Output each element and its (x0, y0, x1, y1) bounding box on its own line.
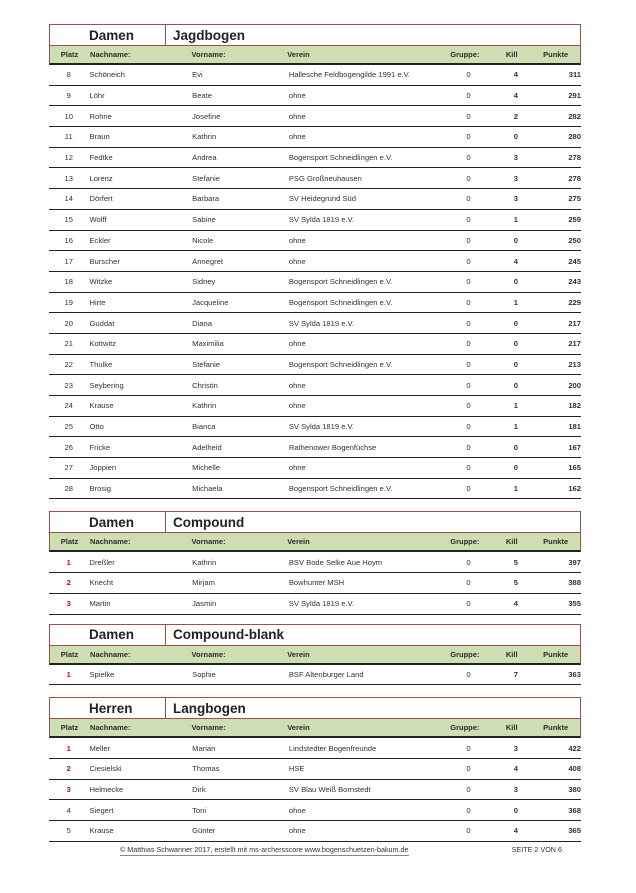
results-page (49, 24, 581, 842)
column-header-vorname: Vorname: (191, 50, 226, 59)
cell-nachname: Löhr (89, 91, 105, 101)
cell-verein: ohne (288, 132, 306, 142)
cell-kill: 1 (513, 401, 518, 411)
column-header-gruppe: Gruppe: (450, 537, 480, 547)
cell-nachname: Knecht (89, 578, 114, 588)
cell-vorname: Christin (192, 380, 218, 390)
cell-nachname: Hirte (89, 297, 106, 307)
cell-nachname: Guddat (89, 318, 115, 328)
cell-punkte: 200 (568, 380, 581, 390)
cell-verein: Rathenower Bogenfüchse (288, 442, 377, 452)
cell-verein: ohne (288, 805, 306, 815)
cell-platz: 1 (66, 669, 71, 679)
cell-verein: ohne (288, 235, 306, 245)
cell-platz: 15 (64, 215, 73, 225)
table-header-row (49, 718, 581, 738)
section-gender: Damen (50, 25, 166, 45)
cell-punkte: 278 (568, 173, 581, 183)
footer-page-number: SEITE 2 VON 6 (511, 845, 562, 854)
cell-kill: 3 (513, 173, 518, 183)
cell-vorname: Stefanie (192, 173, 220, 183)
cell-platz: 16 (64, 235, 73, 245)
cell-kill: 4 (513, 91, 518, 101)
cell-gruppe: 0 (466, 70, 471, 80)
cell-nachname: Lorenz (89, 173, 113, 183)
cell-punkte: 229 (568, 297, 581, 307)
cell-gruppe: 0 (466, 484, 471, 494)
cell-nachname: Rohne (89, 111, 112, 121)
column-header-nachname: Nachname: (90, 50, 131, 59)
cell-nachname: Helmecke (89, 784, 124, 794)
cell-vorname: Mirjam (192, 578, 215, 588)
cell-vorname: Kathrin (192, 401, 217, 411)
column-header-vorname: Vorname: (191, 649, 226, 659)
section-title-box (49, 697, 581, 718)
cell-nachname: Fedtke (89, 153, 113, 163)
cell-vorname: Barbara (192, 194, 220, 204)
cell-gruppe: 0 (466, 826, 471, 836)
cell-gruppe: 0 (466, 339, 471, 349)
cell-gruppe: 0 (466, 132, 471, 142)
table-row (49, 738, 581, 759)
cell-platz: 20 (64, 318, 73, 328)
column-header-verein: Verein (287, 649, 310, 659)
cell-verein: Bowhunter MSH (288, 578, 345, 588)
column-header-platz: Platz (60, 723, 79, 733)
section-category: Langbogen (173, 700, 246, 716)
cell-vorname: Evi (192, 70, 203, 80)
cell-nachname: Dreßler (89, 557, 115, 567)
cell-kill: 0 (513, 805, 518, 815)
results-section-jagdbogen (49, 24, 581, 499)
column-header-gruppe: Gruppe: (450, 723, 480, 733)
cell-gruppe: 0 (466, 743, 471, 753)
cell-kill: 2 (513, 111, 518, 121)
cell-platz: 12 (64, 153, 73, 163)
cell-vorname: Stefanie (192, 359, 220, 369)
cell-punkte: 182 (568, 401, 581, 411)
column-header-punkte: Punkte (543, 50, 569, 59)
table-row (49, 800, 581, 821)
cell-platz: 23 (64, 380, 73, 390)
cell-punkte: 165 (568, 463, 581, 473)
cell-nachname: Eckler (89, 235, 111, 245)
cell-punkte: 397 (568, 557, 581, 567)
cell-verein: SV Blau Weiß Bornstedt (288, 784, 371, 794)
cell-platz: 27 (64, 463, 73, 473)
section-gender: Damen (50, 625, 166, 645)
cell-platz: 17 (64, 256, 73, 266)
cell-punkte: 259 (568, 215, 581, 225)
column-header-nachname: Nachname: (90, 723, 131, 733)
cell-gruppe: 0 (466, 599, 471, 609)
cell-platz: 2 (66, 764, 71, 774)
cell-gruppe: 0 (466, 91, 471, 101)
section-gender: Herren (50, 698, 166, 718)
cell-verein: Hallesche Feldbogengilde 1991 e.V. (288, 70, 411, 80)
cell-verein: Bogensport Schneidlingen e.V. (288, 484, 393, 494)
cell-kill: 4 (513, 764, 518, 774)
cell-kill: 5 (513, 578, 518, 588)
cell-nachname: Fricke (89, 442, 111, 452)
cell-nachname: Kottwitz (89, 339, 117, 349)
cell-vorname: Nicole (192, 235, 214, 245)
cell-gruppe: 0 (466, 557, 471, 567)
page-footer (120, 845, 590, 856)
column-header-verein: Verein (287, 723, 310, 733)
cell-platz: 4 (66, 805, 71, 815)
cell-vorname: Josefine (192, 111, 221, 121)
cell-gruppe: 0 (466, 401, 471, 411)
cell-verein: SV Sylda 1819 e.V. (288, 318, 355, 328)
cell-gruppe: 0 (466, 784, 471, 794)
cell-nachname: Dörfert (89, 194, 113, 204)
cell-nachname: Burscher (89, 256, 120, 266)
table-row (49, 479, 581, 500)
section-spacer (49, 685, 581, 697)
table-row (49, 251, 581, 272)
cell-platz: 2 (66, 578, 71, 588)
section-title-box (49, 511, 581, 532)
cell-nachname: Schöneich (89, 70, 125, 80)
section-category: Compound (173, 514, 245, 530)
cell-verein: HSE (288, 764, 305, 774)
cell-platz: 13 (64, 173, 73, 183)
cell-verein: ohne (288, 111, 306, 121)
cell-punkte: 167 (568, 442, 581, 452)
cell-nachname: Joppien (89, 463, 117, 473)
cell-kill: 4 (513, 70, 518, 80)
table-row (49, 573, 581, 594)
column-header-verein: Verein (287, 537, 310, 547)
cell-punkte: 181 (568, 422, 581, 432)
table-row (49, 780, 581, 801)
cell-gruppe: 0 (466, 318, 471, 328)
cell-punkte: 422 (568, 743, 581, 753)
table-row (49, 313, 581, 334)
cell-kill: 1 (513, 297, 518, 307)
column-header-punkte: Punkte (543, 537, 569, 547)
cell-nachname: Spielke (89, 669, 115, 679)
cell-vorname: Kathrin (192, 557, 217, 567)
results-section-langbogen (49, 697, 581, 841)
cell-verein: ohne (288, 380, 306, 390)
cell-verein: BSV Bode Selke Aue Hoym (288, 557, 383, 567)
table-row (49, 168, 581, 189)
cell-verein: SV Sylda 1819 e.V. (288, 599, 355, 609)
cell-gruppe: 0 (466, 805, 471, 815)
cell-kill: 0 (513, 277, 518, 287)
cell-verein: ohne (288, 91, 306, 101)
table-header-row (49, 532, 581, 552)
section-spacer (49, 615, 581, 624)
table-row (49, 759, 581, 780)
table-row (49, 86, 581, 107)
cell-punkte: 245 (568, 256, 581, 266)
cell-vorname: Kathrin (192, 132, 217, 142)
cell-verein: ohne (288, 339, 306, 349)
cell-kill: 0 (513, 442, 518, 452)
cell-gruppe: 0 (466, 442, 471, 452)
cell-gruppe: 0 (466, 277, 471, 287)
cell-vorname: Michaela (192, 484, 223, 494)
results-section-compound-blank (49, 624, 581, 686)
cell-kill: 4 (513, 599, 518, 609)
cell-gruppe: 0 (466, 380, 471, 390)
cell-gruppe: 0 (466, 359, 471, 369)
cell-vorname: Michelle (192, 463, 220, 473)
cell-vorname: Thomas (192, 764, 220, 774)
cell-kill: 5 (513, 557, 518, 567)
cell-platz: 18 (64, 277, 73, 287)
section-category: Compound-blank (173, 627, 284, 642)
cell-platz: 5 (66, 826, 71, 836)
table-row (49, 293, 581, 314)
cell-platz: 19 (64, 297, 73, 307)
cell-punkte: 217 (568, 318, 581, 328)
cell-nachname: Brosig (89, 484, 112, 494)
cell-punkte: 408 (568, 764, 581, 774)
table-row (49, 375, 581, 396)
cell-nachname: Meller (89, 743, 111, 753)
results-section-compound (49, 511, 581, 614)
cell-punkte: 311 (568, 70, 581, 80)
column-header-platz: Platz (60, 649, 79, 659)
cell-punkte: 380 (568, 784, 581, 794)
column-header-kill: Kill (505, 723, 518, 733)
cell-gruppe: 0 (466, 463, 471, 473)
cell-gruppe: 0 (466, 173, 471, 183)
cell-vorname: Annegret (192, 256, 223, 266)
cell-kill: 1 (513, 484, 518, 494)
cell-gruppe: 0 (466, 111, 471, 121)
cell-platz: 24 (64, 401, 73, 411)
cell-vorname: Maximilia (192, 339, 224, 349)
table-row (49, 417, 581, 438)
table-header-row (49, 45, 581, 65)
cell-gruppe: 0 (466, 256, 471, 266)
cell-kill: 3 (513, 194, 518, 204)
table-row (49, 821, 581, 842)
table-row (49, 231, 581, 252)
cell-platz: 10 (64, 111, 73, 121)
column-header-kill: Kill (505, 649, 518, 659)
cell-gruppe: 0 (466, 764, 471, 774)
cell-punkte: 275 (568, 194, 581, 204)
column-header-gruppe: Gruppe: (450, 50, 480, 59)
table-header-row (49, 645, 581, 665)
cell-punkte: 243 (568, 277, 581, 287)
cell-kill: 3 (513, 153, 518, 163)
cell-vorname: Beate (192, 91, 212, 101)
cell-punkte: 355 (568, 599, 581, 609)
table-row (49, 127, 581, 148)
cell-verein: Bogensport Schneidlingen e.V. (288, 359, 393, 369)
cell-verein: Bogensport Schneidlingen e.V. (288, 277, 393, 287)
section-spacer (49, 499, 581, 511)
cell-verein: SV Sylda 1819 e.V. (288, 215, 355, 225)
cell-platz: 3 (66, 784, 71, 794)
table-row (49, 552, 581, 573)
cell-punkte: 250 (568, 235, 581, 245)
cell-gruppe: 0 (466, 669, 471, 679)
column-header-punkte: Punkte (543, 649, 569, 659)
cell-platz: 1 (66, 743, 71, 753)
cell-platz: 11 (64, 132, 73, 142)
cell-platz: 22 (64, 359, 73, 369)
cell-nachname: Witzke (89, 277, 113, 287)
cell-kill: 0 (513, 318, 518, 328)
cell-platz: 25 (64, 422, 73, 432)
cell-punkte: 291 (568, 91, 581, 101)
cell-vorname: Günter (192, 826, 216, 836)
cell-punkte: 282 (568, 111, 581, 121)
cell-verein: SV Sylda 1819 e.V. (288, 422, 355, 432)
cell-kill: 0 (513, 132, 518, 142)
column-header-nachname: Nachname: (90, 649, 131, 659)
cell-verein: SV Heidegrund Süd (288, 194, 356, 204)
cell-verein: Bogensport Schneidlingen e.V. (288, 153, 393, 163)
cell-verein: Lindstedter Bogenfreunde (288, 743, 377, 753)
column-header-nachname: Nachname: (90, 537, 131, 547)
footer-copyright: © Matthias Schwanner 2017, erstellt mit ms-archersscore www.bogenschuetzen-bakum.de (120, 845, 409, 854)
column-header-kill: Kill (505, 537, 518, 547)
cell-vorname: Bianca (192, 422, 216, 432)
cell-gruppe: 0 (466, 215, 471, 225)
cell-platz: 3 (66, 599, 71, 609)
cell-kill: 4 (513, 826, 518, 836)
column-header-kill: Kill (505, 50, 518, 59)
cell-kill: 0 (513, 339, 518, 349)
column-header-verein: Verein (287, 50, 310, 59)
column-header-platz: Platz (60, 50, 79, 59)
cell-kill: 1 (513, 215, 518, 225)
cell-verein: ohne (288, 256, 306, 266)
cell-vorname: Dirk (192, 784, 206, 794)
cell-vorname: Adelheid (192, 442, 222, 452)
column-header-vorname: Vorname: (191, 537, 226, 547)
table-row (49, 396, 581, 417)
cell-vorname: Toni (192, 805, 207, 815)
cell-nachname: Siegert (89, 805, 114, 815)
cell-kill: 0 (513, 359, 518, 369)
cell-nachname: Otto (89, 422, 104, 432)
cell-punkte: 213 (568, 359, 581, 369)
table-row (49, 189, 581, 210)
cell-platz: 28 (64, 484, 73, 494)
cell-nachname: Ciesielski (89, 764, 122, 774)
cell-nachname: Martin (89, 599, 111, 609)
section-category: Jagdbogen (173, 27, 246, 43)
cell-platz: 8 (66, 70, 71, 80)
cell-nachname: Wolff (89, 215, 107, 225)
cell-punkte: 388 (568, 578, 581, 588)
cell-punkte: 365 (568, 826, 581, 836)
column-header-gruppe: Gruppe: (450, 649, 480, 659)
cell-nachname: Seybering (89, 380, 124, 390)
cell-nachname: Krause (89, 826, 114, 836)
cell-kill: 3 (513, 784, 518, 794)
cell-verein: ohne (288, 463, 306, 473)
section-title-box (49, 24, 581, 45)
cell-verein: PSG Großneuhausen (288, 173, 362, 183)
cell-platz: 14 (64, 194, 73, 204)
table-row (49, 334, 581, 355)
cell-vorname: Sabine (192, 215, 216, 225)
cell-platz: 1 (66, 557, 71, 567)
cell-punkte: 217 (568, 339, 581, 349)
cell-kill: 1 (513, 422, 518, 432)
table-row (49, 272, 581, 293)
cell-punkte: 363 (568, 669, 581, 679)
cell-kill: 0 (513, 380, 518, 390)
section-gender: Damen (50, 512, 166, 532)
table-row (49, 65, 581, 86)
table-row (49, 594, 581, 615)
cell-vorname: Diana (192, 318, 212, 328)
table-row (49, 355, 581, 376)
section-title-box (49, 624, 581, 645)
table-row (49, 210, 581, 231)
cell-gruppe: 0 (466, 153, 471, 163)
cell-punkte: 278 (568, 153, 581, 163)
table-row (49, 106, 581, 127)
cell-platz: 26 (64, 442, 73, 452)
cell-vorname: Marian (192, 743, 216, 753)
cell-nachname: Thulke (89, 359, 113, 369)
cell-verein: Bogensport Schneidlingen e.V. (288, 297, 393, 307)
cell-kill: 0 (513, 235, 518, 245)
cell-kill: 3 (513, 743, 518, 753)
cell-kill: 0 (513, 463, 518, 473)
cell-nachname: Krause (89, 401, 114, 411)
cell-vorname: Jacqueline (192, 297, 229, 307)
column-header-vorname: Vorname: (191, 723, 226, 733)
cell-punkte: 162 (568, 484, 581, 494)
table-row (49, 148, 581, 169)
cell-verein: ohne (288, 826, 306, 836)
cell-gruppe: 0 (466, 194, 471, 204)
cell-gruppe: 0 (466, 297, 471, 307)
cell-vorname: Andrea (192, 153, 217, 163)
cell-verein: ohne (288, 401, 306, 411)
cell-verein: BSF Altenburger Land (288, 669, 364, 679)
cell-gruppe: 0 (466, 235, 471, 245)
cell-platz: 9 (66, 91, 71, 101)
column-header-platz: Platz (60, 537, 79, 547)
cell-punkte: 280 (568, 132, 581, 142)
cell-vorname: Sophie (192, 669, 216, 679)
cell-punkte: 368 (568, 805, 581, 815)
cell-vorname: Jasmin (192, 599, 217, 609)
table-row (49, 665, 581, 686)
cell-gruppe: 0 (466, 578, 471, 588)
table-row (49, 458, 581, 479)
cell-gruppe: 0 (466, 422, 471, 432)
cell-platz: 21 (64, 339, 73, 349)
cell-vorname: Sidney (192, 277, 216, 287)
cell-nachname: Braun (89, 132, 110, 142)
table-row (49, 437, 581, 458)
cell-kill: 4 (513, 256, 518, 266)
cell-kill: 7 (513, 669, 518, 679)
column-header-punkte: Punkte (543, 723, 569, 733)
